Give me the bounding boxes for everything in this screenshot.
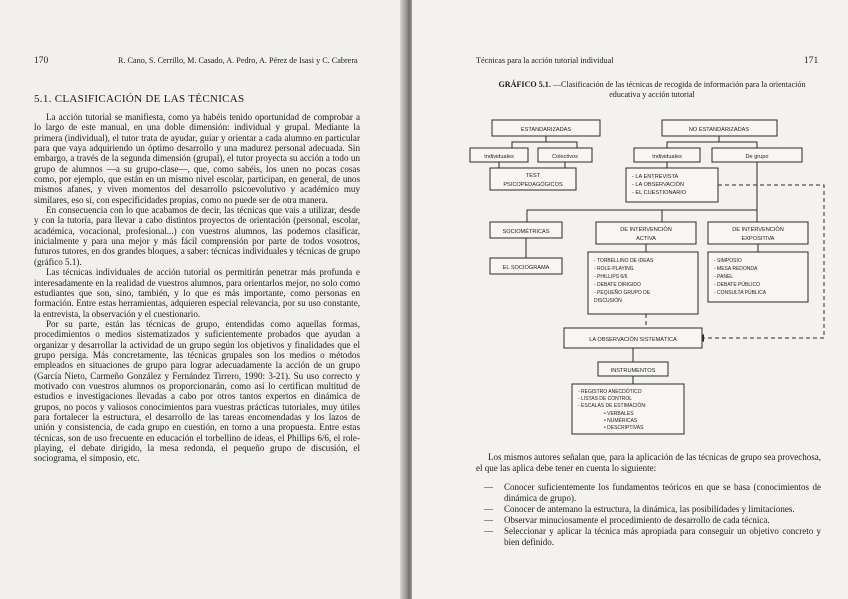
figure-caption-text: —Clasificación de las técnicas de recogida de información para la orientación educativa y acción tutorial [552,80,806,99]
active-item: - DEBATE DIRIGIDO [594,282,641,288]
label-instruments: INSTRUMENTOS [610,368,656,374]
figure-label: GRÁFICO 5.1. [498,80,551,89]
list-item-text: Seleccionar y aplicar la técnica más apropiada para conseguir un objetivo concreto y bien definido. [504,526,821,547]
label-standardized: ESTANDARIZADAS [520,127,572,133]
active-item: - PHILLIPS 6/6 [594,274,628,280]
connector-to-test [499,162,565,168]
list-item-text: Observar minuciosamente el procedimiento de desarrollo de cada técnica. [504,515,770,525]
label-expositive-title-1: DE INTERVENCIÓN [732,227,784,233]
label-collective: Colectivos [552,154,578,160]
active-item: - TORBELLINO DE IDEAS [594,258,654,264]
technique-observation: - LA OBSERVACIÓN [632,182,685,188]
right-page-number: 171 [804,56,819,66]
expositive-item: - PANEL [714,274,734,280]
label-sociogram: EL SOCIOGRAMA [502,265,550,271]
classification-diagram [412,0,848,440]
expositive-item: - CONSULTA PÚBLICA [714,290,767,296]
active-item: DISCUSIÓN [594,298,622,304]
list-item-text: Conocer de antemano la estructura, la dinámica, las posibilidades y limitaciones. [504,504,795,514]
scale-type-descriptive: DESCRIPTIVAS [607,425,644,431]
list-item: — Conocer suficientemente los fundamentos teóricos en que se basa (conocimientos de dinámica de grupo). [484,482,821,503]
right-body-text [476,452,821,548]
right-running-header: Técnicas para la acción tutorial individual [476,56,614,65]
expositive-item: - SIMPOSIO [714,258,742,264]
paragraph: En consecuencia con lo que acabamos de decir, las técnicas que vais a utilizar, desde y con la tutoría, para llevar a cabo distintos proyectos de orientación (personal, escolar, académica, vocacional, profesional...) con vuestros alumnos, las podemos clasificar, inicialmente y para una mejor y más fácil comprensión por parte de todos vosotros, futuros tutores, en dos grandes bloques, a saber: técnicas individuales y técnicas de grupo (gráfico 5.1). [34,205,360,267]
list-item: — Seleccionar y aplicar la técnica más apropiada para conseguir un objetivo concreto y bien definido. [484,526,821,547]
scale-type: • NUMÉRICAS [604,418,638,424]
label-expositive-title-2: EXPOSITIVA [741,236,775,242]
paragraph: Las técnicas individuales de acción tutorial os permitirán penetrar más profunda e interesadamente en la realidad de vuestros alumnos, para orientarlos mejor, no solo como estudiantes que son, sino, también, y lo que es más importante, como personas en formación. Entre estas herramientas, adquieren especial relevancia, por su uso constante, la entrevista, la observación y el cuestionario. [34,267,360,319]
label-questionnaires: PSICOPEDAGÓGICOS [503,182,563,188]
connector-non-standardized [667,136,757,148]
left-body-text [34,112,360,464]
instrument-item: - LISTAS DE CONTROL [578,396,633,402]
scale-type: • VERBALES [604,411,634,417]
left-page [0,0,405,599]
right-page [412,0,848,599]
paragraph: La acción tutorial se manifiesta, como ya habéis tenido oportunidad de comprobar a lo largo de este manual, en una doble dimensión: individual y grupal. Mediante la primera (individual), el tutor trata de ayudar, guiar y orientar a cada alumno en particular para que vaya adquiriendo un óptimo desarrollo y una madurez personal adecuada. Sin embargo, a través de la segunda dimensión (grupal), el tutor proyecta su acción a todo un grupo de alumnos —a su grupo-clase—, que, como sabéis, los unen no pocas cosas como, por ejemplo, que están en un mismo nivel escolar, participan, en general, de unos mismos afanes, y viven momentos del desarrollo psicoevolutivo y académico muy similares, eso sí, con especificidades propias, como no puede ser de otra manera. [34,112,360,205]
technique-interview: - LA ENTREVISTA [632,174,679,180]
label-active-title-1: DE INTERVENCIÓN [620,227,672,233]
technique-questionnaire: - EL CUESTIONARIO [632,190,687,196]
active-item: - PEQUEÑO GRUPO DE [594,290,651,296]
intro-paragraph: Los mismos autores señalan que, para la aplicación de las técnicas de grupo sea provechosa, el que las aplica debe tener en cuenta lo siguiente: [476,452,821,473]
label-sociometric: SOCIOMÉTRICAS [502,229,550,235]
list-item-text: Conocer suficientemente los fundamentos teóricos en que se basa (conocimientos de dinámica de grupo). [504,482,821,503]
left-running-header: R. Cano, S. Cerrillo, M. Casado, A. Pedro, A. Pérez de Isasi y C. Cabrera [118,56,358,65]
active-item: - ROLE-PLAYING [594,266,634,272]
label-individual-right: Individuales [652,154,682,160]
list-item: — Observar minuciosamente el procedimiento de desarrollo de cada técnica. [484,515,770,525]
connector-standardized [512,136,577,148]
expositive-item: - MESA REDONDA [714,266,758,272]
scale-type-verbal: VERBALES [607,411,634,417]
recommendations-list [476,482,821,548]
instrument-item: - REGISTRO ANECDÓTICO [578,389,642,395]
expositive-item: - DEBATE PÚBLICO [714,282,761,288]
label-group: De grupo [745,154,769,160]
label-systematic-observation: LA OBSERVACIÓN SISTEMÁTICA [589,337,677,343]
instrument-item: - ESCALAS DE ESTIMACIÓN: [578,403,647,409]
scale-type: • DESCRIPTIVAS [604,425,644,431]
label-individual-left: Individuales [484,154,514,160]
label-active-title-2: ACTIVA [636,236,656,242]
left-page-number: 170 [34,56,49,66]
label-test: TEST [525,173,541,179]
paragraph: Por su parte, están las técnicas de grupo, entendidas como aquellas formas, procedimientos o medios sistematizados y suficientemente probados que ayudan a organizar y desarrollar la actividad de un grupo según los objetivos y finalidades que el grupo persiga. Más concretamente, las técnicas grupales son los medios o métodos empleados en situaciones de grupo para lograr adecuadamente la acción de un grupo (García Nieto, Carmeño González y Fernández Tirrero, 1990: 3-21). Su uso correcto y motivado con vuestros alumnos os proporcionarán, como así lo certifican multitud de estudios e investigaciones llevadas a cabo por otros tantos expertos en dinámica de grupos, no pocos y valiosos conocimientos para vuestras prácticas tutoriales, muy útiles para fortalecer la estructura, el desarrollo de las tareas encomendadas y los lazos de unión y consistencia, de cada grupo en cuestión, en torno a una propuesta. Entre estas técnicas, son de uso frecuente en educación el torbellino de ideas, el Phillips 6/6, el role-playing, el debate dirigido, la mesa redonda, el pequeño grupo de discusión, el sociograma, el simposio, etc. [34,318,360,464]
section-title: 5.1. CLASIFICACIÓN DE LAS TÉCNICAS [34,93,245,105]
scale-type-numeric: NUMÉRICAS [607,418,638,424]
list-item: — Conocer de antemano la estructura, la dinámica, las posibilidades y limitaciones. [484,504,795,514]
label-non-standardized: NO ESTANDARIZADAS [688,127,750,133]
